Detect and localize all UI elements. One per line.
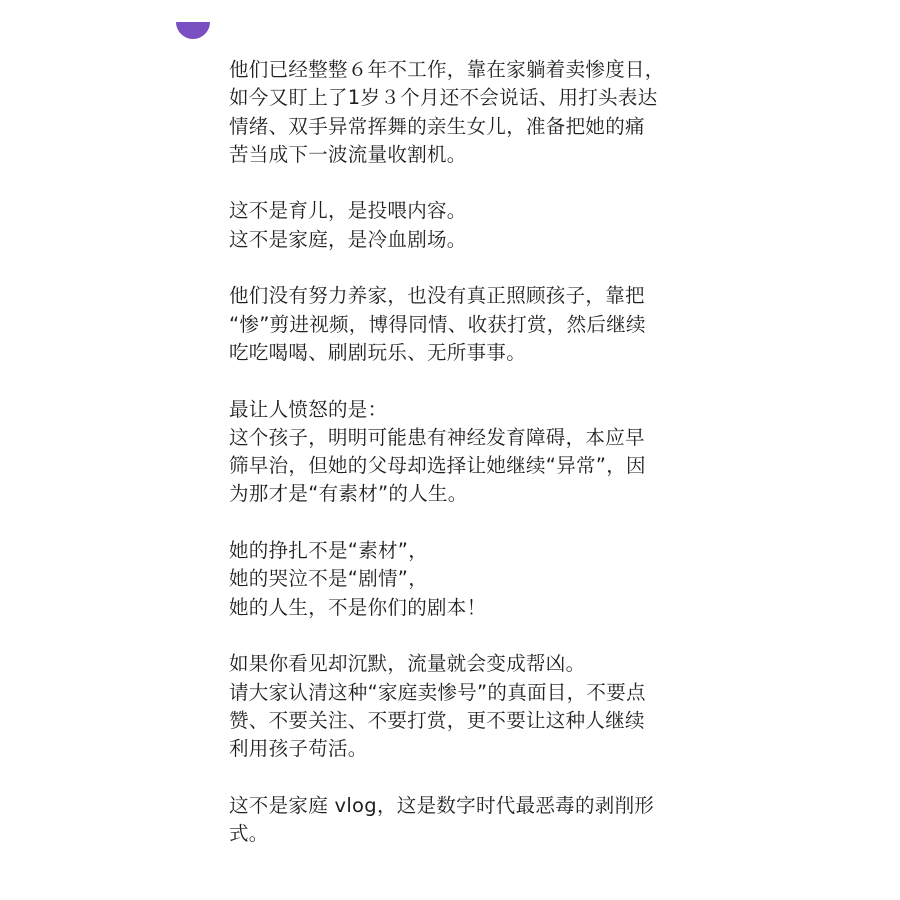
- text-line: 如果你看见却沉默，流量就会变成帮凶。: [229, 652, 586, 676]
- post-paragraph: [229, 537, 669, 622]
- text-line: 这个孩子，明明可能患有神经发育障碍，本应早: [229, 425, 645, 449]
- text-line: 她的哭泣不是“剧情”，: [229, 567, 429, 591]
- post-body: [229, 56, 669, 877]
- post-paragraph: [229, 396, 669, 509]
- post-paragraph: [229, 197, 669, 254]
- text-line: “惨”剪进视频，博得同情、收获打赏，然后继续: [229, 312, 646, 336]
- post-paragraph: [229, 56, 669, 169]
- text-line: 这不是家庭 vlog，这是数字时代最恶毒的剥削形: [229, 793, 655, 817]
- text-line: 这不是育儿，是投喂内容。: [229, 199, 467, 223]
- post-paragraph: [229, 792, 669, 849]
- text-line: 吃吃喝喝、刷剧玩乐、无所事事。: [229, 340, 527, 364]
- text-line: 筛早治，但她的父母却选择让她继续“异常”，因: [229, 454, 646, 478]
- text-line: 最让人愤怒的是：: [229, 397, 388, 421]
- text-line: 赞、不要关注、不要打赏，更不要让这种人继续: [229, 708, 645, 732]
- text-line: 她的挣扎不是“素材”，: [229, 539, 429, 563]
- text-line: 情绪、双手异常挥舞的亲生女儿，准备把她的痛: [229, 114, 645, 138]
- text-line: 这不是家庭，是冷血剧场。: [229, 227, 467, 251]
- text-line: 如今又盯上了1岁３个月还不会说话、用打头表达: [229, 86, 658, 110]
- text-line: 她的人生，不是你们的剧本！: [229, 595, 487, 619]
- text-line: 他们没有努力养家，也没有真正照顾孩子，靠把: [229, 284, 645, 308]
- text-line: 为那才是“有素材”的人生。: [229, 482, 468, 506]
- post-paragraph: [229, 282, 669, 367]
- text-line: 他们已经整整６年不工作，靠在家躺着卖惨度日，: [229, 58, 665, 81]
- user-avatar[interactable]: [176, 5, 210, 39]
- text-line: 苦当成下一波流量收割机。: [229, 142, 467, 166]
- text-line: 式。: [229, 822, 269, 846]
- text-line: 利用孩子苟活。: [229, 737, 368, 761]
- post-paragraph: [229, 650, 669, 763]
- text-line: 请大家认清这种“家庭卖惨号”的真面目，不要点: [229, 680, 646, 704]
